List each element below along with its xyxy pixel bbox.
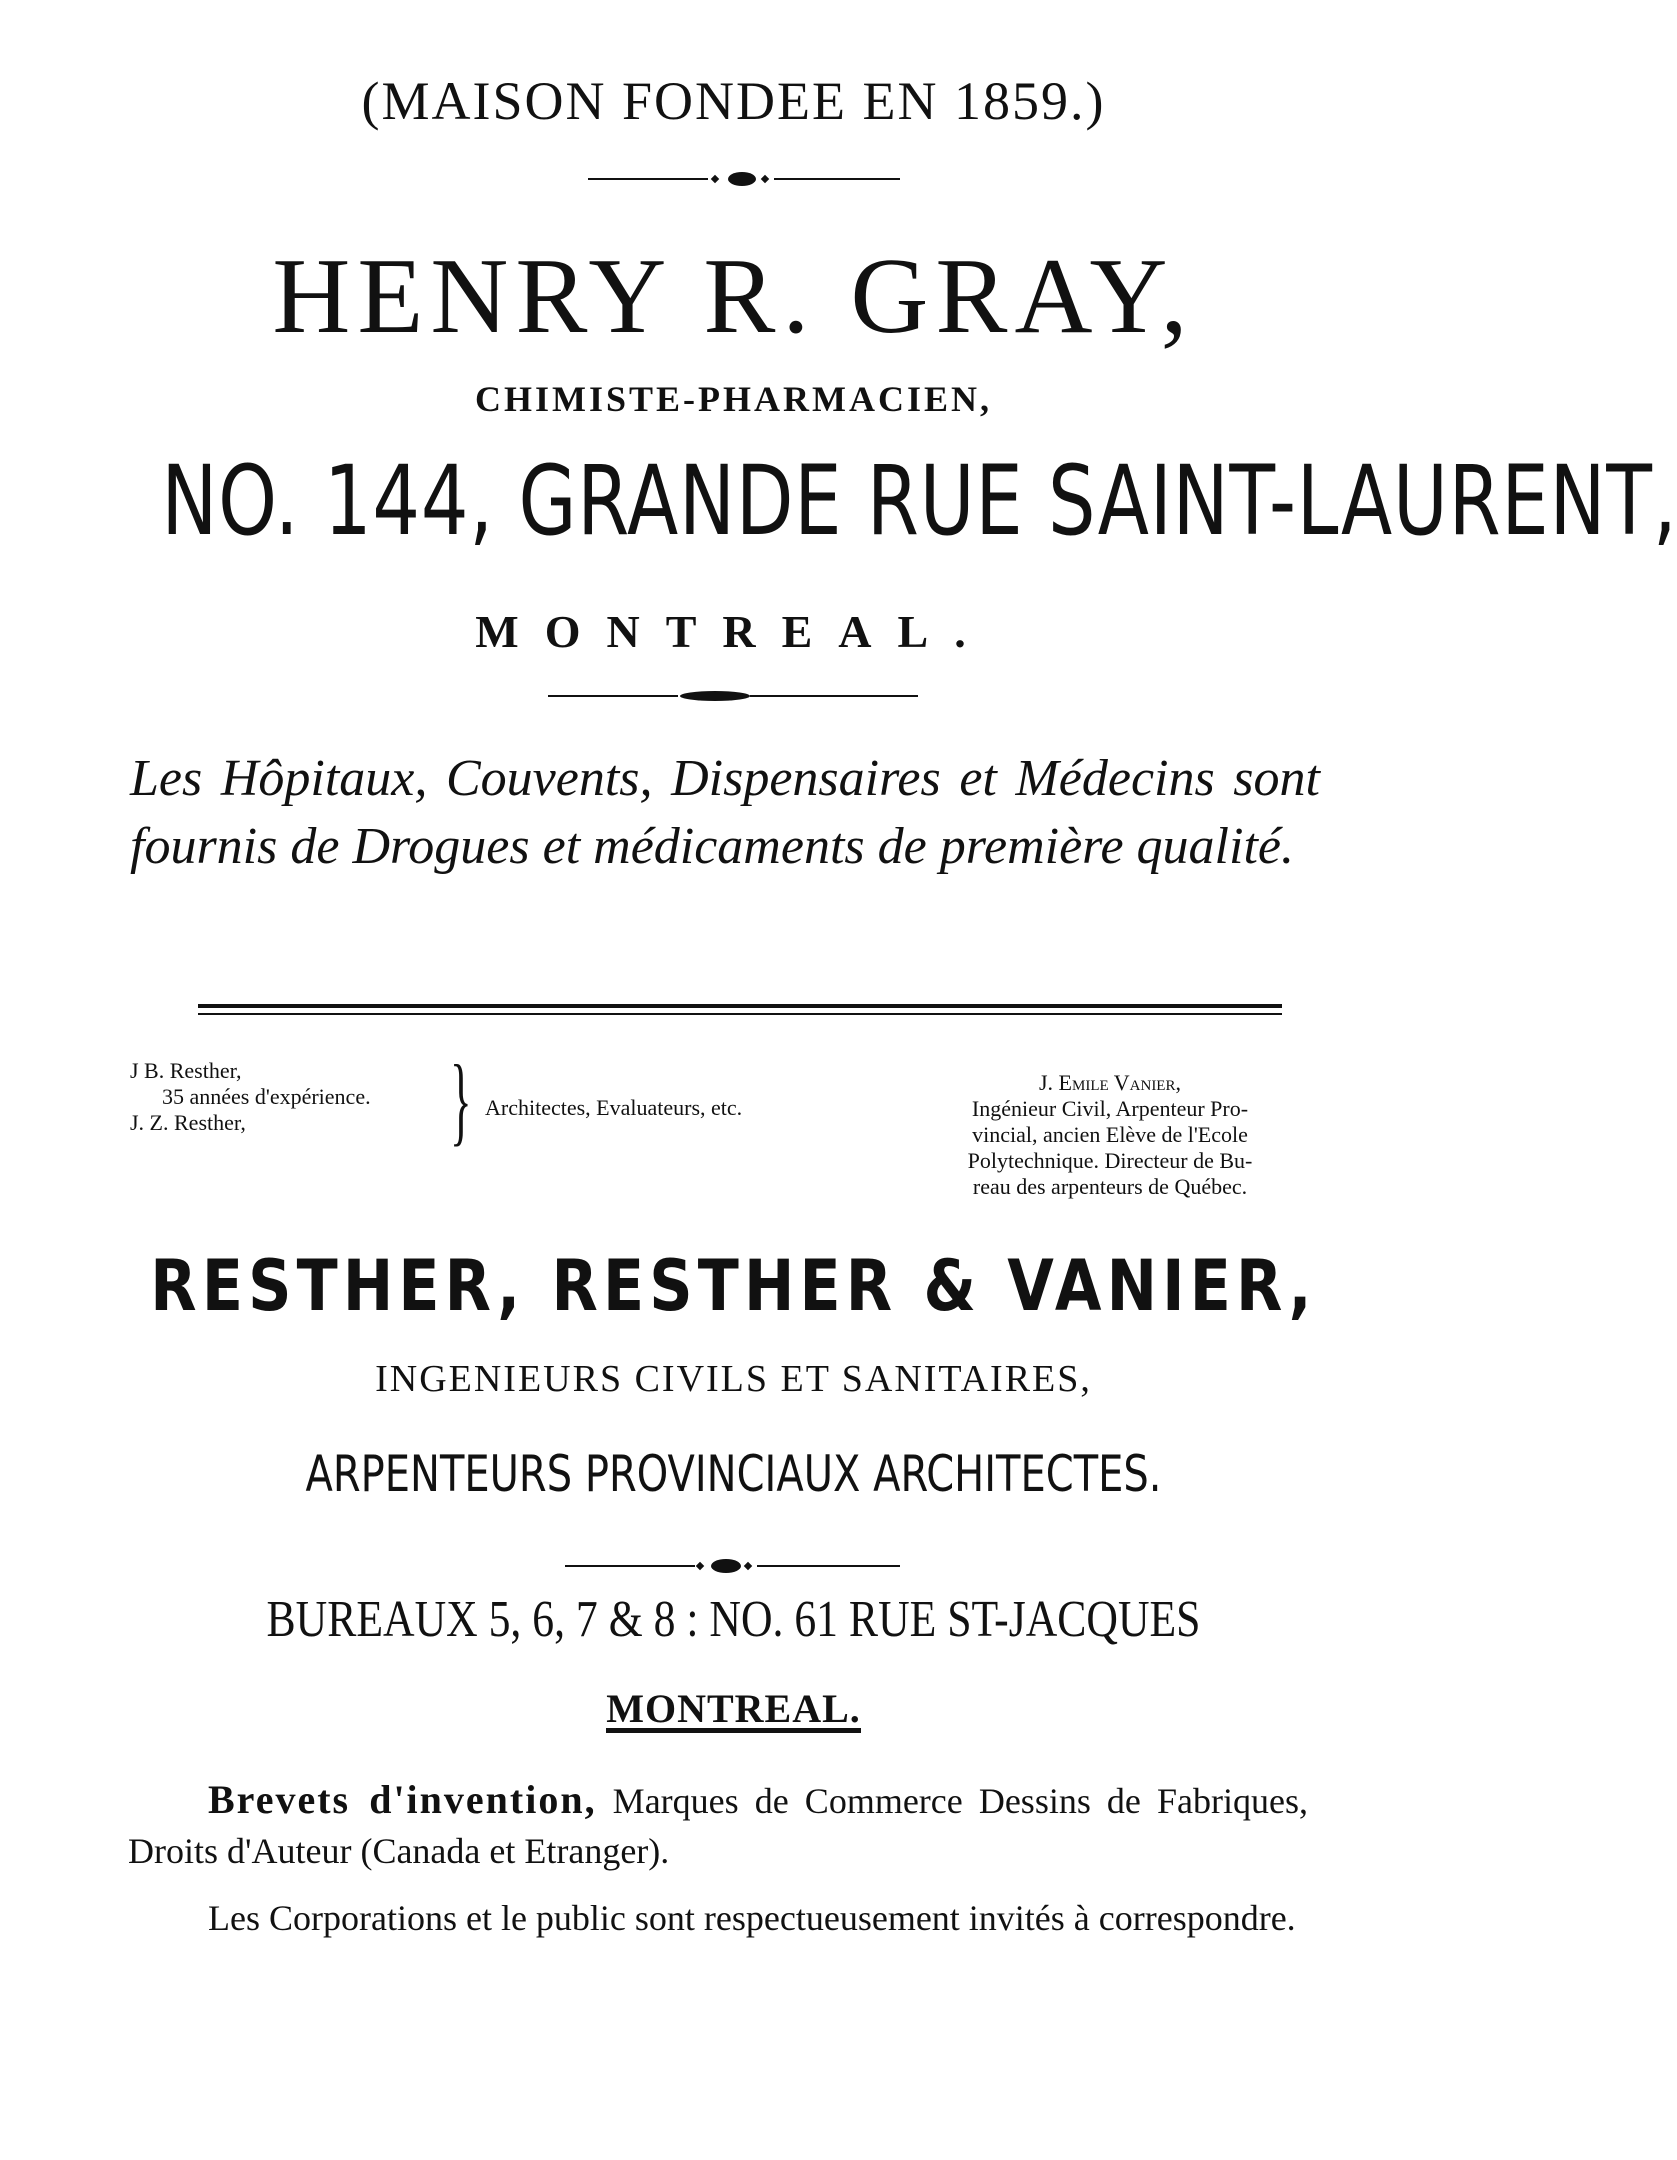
partner-jb: J B. Resther, [130,1058,242,1083]
firm-engineers: INGENIEURS CIVILS ET SANITAIRES, [375,1358,1092,1400]
merchant-name: HENRY R. GRAY, [272,237,1195,356]
ornament-divider-top [588,168,900,190]
resther-professions: Architectes, Evaluateurs, etc. [485,1095,743,1120]
firm-name: RESTHER, RESTHER & VANIER, [150,1245,1317,1327]
vanier-credentials [910,1070,1310,1200]
partner-experience: 35 années d'expérience. [162,1084,371,1109]
vanier-desc-line: vincial, ancien Elève de l'Ecole [972,1122,1248,1147]
firm-surveyors: ARPENTEURS PROVINCIAUX ARCHITECTES. [305,1445,1162,1503]
merchant-profession: CHIMISTE-PHARMACIEN, [474,379,992,419]
vanier-desc-line: Ingénieur Civil, Arpenteur Pro- [971,1096,1249,1121]
invitation-paragraph: Les Corporations et le public sont respectueusement invités à correspondre. [208,1898,1296,1938]
vanier-name: J. Emile Vanier, [1039,1070,1181,1095]
firm-city [0,1685,1467,1733]
double-rule-thin [198,1013,1282,1015]
firm-offices: BUREAUX 5, 6, 7 & 8 : NO. 61 RUE ST-JACQUES [266,1591,1201,1648]
brevets-lead: Brevets d'invention, [208,1777,597,1822]
vanier-desc-line: reau des arpenteurs de Québec. [972,1174,1248,1199]
brace: } [450,1044,472,1155]
pharmacy-pitch: Les Hôpitaux, Couvents, Dispensaires et Médecins sont fournis de Drogues et médicaments de première qualité. [130,750,1320,875]
brevets-rest: Marques de Commerce Dessins de Fabriques, Droits d'Auteur (Canada et Etranger). [128,1781,1308,1871]
ornament-divider-bottom [565,1555,900,1577]
merchant-city: MONTREAL. [475,606,992,657]
brevets-paragraph [128,1775,1308,1876]
resther-partners [130,1058,371,1136]
ornament-divider-middle [548,685,918,707]
double-rule [198,1004,1282,1008]
vanier-desc-line: Polytechnique. Directeur de Bu- [967,1148,1253,1173]
partner-jz: J. Z. Resther, [130,1110,246,1135]
merchant-address: NO. 144, GRANDE RUE SAINT-LAURENT, [161,445,1677,557]
firm-city-label: MONTREAL. [606,1686,861,1731]
founded-line: (MAISON FONDEE EN 1859.) [361,71,1106,131]
